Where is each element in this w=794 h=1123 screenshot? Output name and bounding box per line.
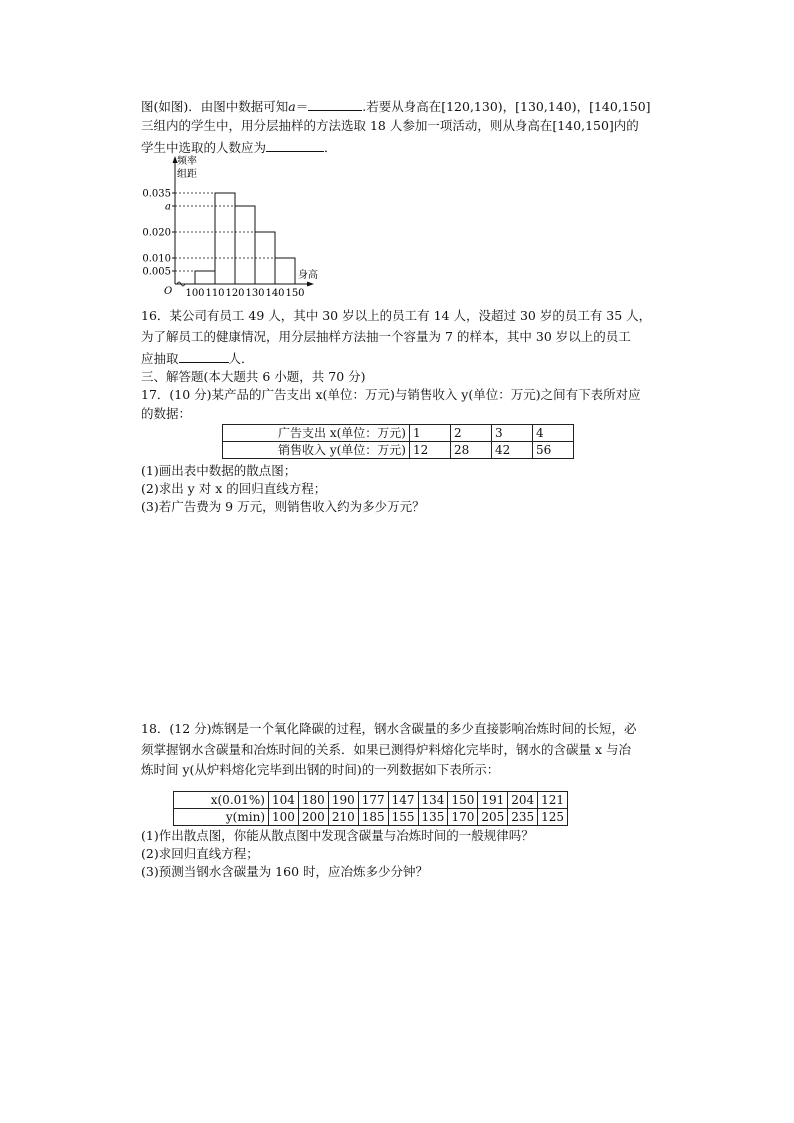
q15-variable-a: a xyxy=(288,99,296,114)
table-row xyxy=(174,792,568,809)
q15-text: 学生中选取的人数应为 xyxy=(141,140,267,155)
y-tick-label: a xyxy=(165,201,171,213)
table-cell: 3 xyxy=(492,425,533,442)
q17-line-2: 的数据： xyxy=(141,406,192,421)
q17-line-1: 17．(10 分)某产品的广告支出 x(单位：万元)与销售收入 y(单位：万元)之间有下表所对应 xyxy=(141,387,641,402)
x-tick-label: 150 xyxy=(285,288,305,299)
table-cell: 125 xyxy=(538,809,568,826)
q17-part-3: (3)若广告费为 9 万元，则销售收入约为多少万元？ xyxy=(141,499,425,514)
q16-line-2: 为了解员工的健康情况，用分层抽样方法抽一个容量为 7 的样本，其中 30 岁以上的员工 xyxy=(141,329,631,344)
origin-label: O xyxy=(164,286,173,297)
table-cell: 210 xyxy=(328,809,358,826)
x-axis-label: 身高 xyxy=(298,270,318,281)
x-tick-label: 100 xyxy=(185,288,205,299)
table-cell: 155 xyxy=(388,809,418,826)
table-cell: 191 xyxy=(478,792,508,809)
table-cell: 205 xyxy=(478,809,508,826)
table-cell: 170 xyxy=(448,809,478,826)
x-axis-arrow xyxy=(307,282,314,287)
table-header-cell: 销售收入 y(单位：万元) xyxy=(223,442,410,459)
table-cell: 1 xyxy=(410,425,451,442)
table-row xyxy=(223,425,574,442)
table-cell: 104 xyxy=(269,792,299,809)
q17-part-1: (1)画出表中数据的散点图； xyxy=(141,463,297,478)
q18-line-3: 炼时间 y(从炉料熔化完毕到出钢的时间)的一列数据如下表所示： xyxy=(141,762,500,777)
table-header-cell: x(0.01%) xyxy=(174,792,269,809)
histogram-bar xyxy=(235,206,255,284)
q15-text: .若要从身高在[120,130)，[130,140)，[140,150] xyxy=(362,99,651,114)
q15-equals: ＝ xyxy=(295,99,309,114)
q15-text: ． xyxy=(324,140,337,155)
table-cell: 28 xyxy=(451,442,492,459)
y-axis-label-top: 频率 xyxy=(177,156,197,167)
q15-line-2: 三组内的学生中，用分层抽样的方法选取 18 人参加一项活动，则从身高在[140,150]内的 xyxy=(141,118,639,133)
y-tick-label: 0.020 xyxy=(142,227,171,239)
histogram-bar xyxy=(215,193,235,284)
table-cell: 185 xyxy=(358,809,388,826)
table-cell: 121 xyxy=(538,792,568,809)
q18-line-1: 18．(12 分)炼钢是一个氧化降碳的过程，钢水含碳量的多少直接影响冶炼时间的长短，必 xyxy=(141,721,637,736)
table-cell: 4 xyxy=(533,425,574,442)
q16-text: 人． xyxy=(228,351,254,366)
x-tick-label: 130 xyxy=(245,288,265,299)
table-cell: 56 xyxy=(533,442,574,459)
q18-part-1: (1)作出散点图，你能从散点图中发现含碳量与冶炼时间的一般规律吗？ xyxy=(141,828,534,843)
table-cell: 12 xyxy=(410,442,451,459)
q16-line-3 xyxy=(141,351,254,366)
q15-text: 图(如图)．由图中数据可知 xyxy=(141,99,289,114)
q15-line-1 xyxy=(141,99,651,114)
ad-sales-table xyxy=(222,424,574,459)
table-cell: 135 xyxy=(418,809,448,826)
frequency-histogram xyxy=(130,150,330,300)
x-tick-label: 110 xyxy=(205,288,225,299)
y-tick-label: 0.010 xyxy=(142,253,171,265)
table-cell: 42 xyxy=(492,442,533,459)
table-cell: 177 xyxy=(358,792,388,809)
table-cell: 180 xyxy=(298,792,328,809)
q18-part-2: (2)求回归直线方程； xyxy=(141,846,259,861)
q18-line-2: 须掌握钢水含碳量和冶炼时间的关系．如果已测得炉料熔化完毕时，钢水的含碳量 x 与冶 xyxy=(141,742,631,757)
y-axis-label-bottom: 组距 xyxy=(177,169,197,180)
table-cell: 200 xyxy=(298,809,328,826)
y-tick-label: 0.035 xyxy=(142,188,171,200)
q18-part-3: (3)预测当钢水含碳量为 160 时，应冶炼多少分钟？ xyxy=(141,864,429,879)
table-cell: 150 xyxy=(448,792,478,809)
table-row xyxy=(174,809,568,826)
table-cell: 190 xyxy=(328,792,358,809)
table-cell: 134 xyxy=(418,792,448,809)
table-cell: 100 xyxy=(269,809,299,826)
q16-line-1: 16．某公司有员工 49 人，其中 30 岁以上的员工有 14 人，没超过 30 岁的员工有 35 人， xyxy=(141,308,652,323)
histogram-bar xyxy=(275,258,295,284)
table-cell: 147 xyxy=(388,792,418,809)
table-row xyxy=(223,442,574,459)
answer-blank-sample[interactable] xyxy=(179,351,229,363)
table-header-cell: 广告支出 x(单位：万元) xyxy=(223,425,410,442)
section-heading: 三、解答题(本大题共 6 小题，共 70 分) xyxy=(141,369,366,384)
q16-text: 应抽取 xyxy=(141,351,179,366)
histogram-bar xyxy=(195,271,215,284)
table-cell: 235 xyxy=(508,809,538,826)
answer-blank-a[interactable] xyxy=(308,99,362,111)
q17-part-2: (2)求出 y 对 x 的回归直线方程； xyxy=(141,481,327,496)
y-tick-label: 0.005 xyxy=(142,266,171,278)
x-tick-label: 140 xyxy=(265,288,285,299)
table-cell: 204 xyxy=(508,792,538,809)
carbon-time-table xyxy=(173,791,568,826)
table-header-cell: y(min) xyxy=(174,809,269,826)
table-cell: 2 xyxy=(451,425,492,442)
x-tick-label: 120 xyxy=(225,288,245,299)
